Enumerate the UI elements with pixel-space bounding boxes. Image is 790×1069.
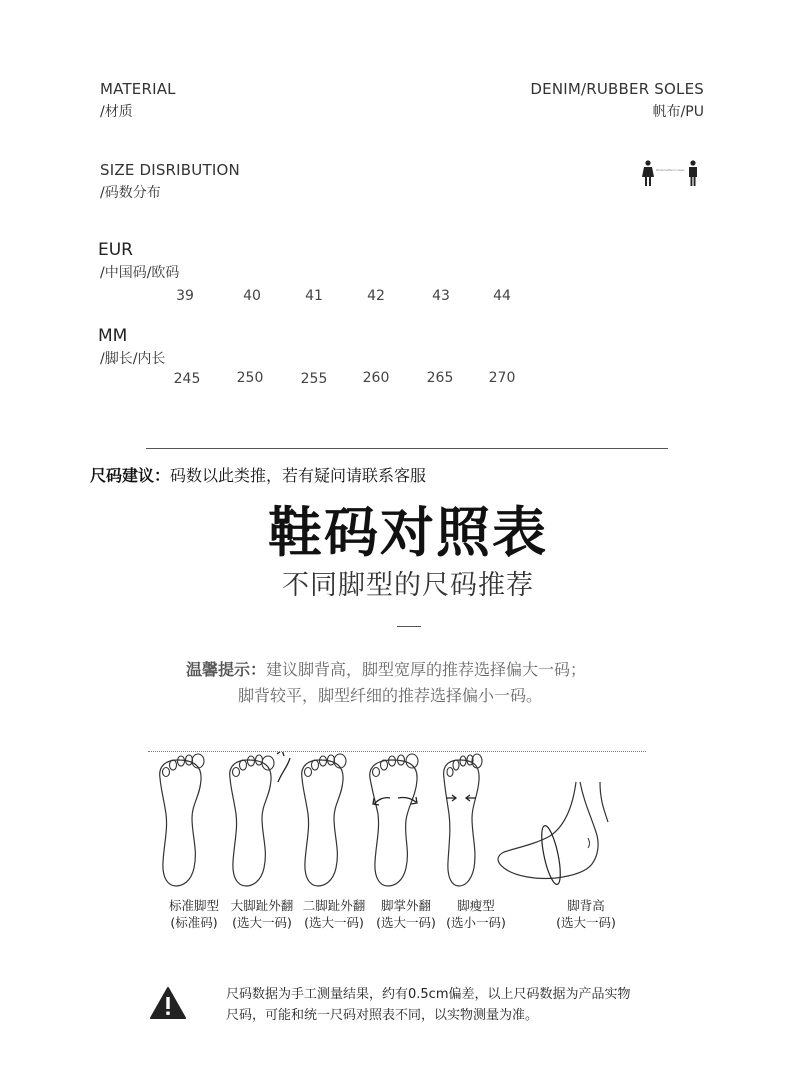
foot-type-wide-forefoot: [366, 897, 446, 931]
bunion-foot-icon: [230, 752, 290, 886]
standard-foot-icon: [160, 754, 204, 886]
eur-label-en: EUR: [98, 240, 133, 260]
mm-value: 270: [488, 370, 516, 386]
foot-type-slim: [436, 897, 516, 931]
wide-forefoot-icon: [370, 754, 418, 886]
mm-label-cn: /脚长/内长: [100, 351, 166, 367]
material-label-cn: /材质: [100, 104, 133, 120]
foot-type-hint: (选小一码): [446, 915, 506, 930]
note-line-2: 尺码，可能和统一尺码对照表不同，以实物测量为准。: [226, 1008, 539, 1023]
tips-label: 温馨提示：: [186, 660, 267, 679]
foot-type-name: 脚掌外翻: [380, 898, 431, 913]
eur-label-cn: /中国码/欧码: [100, 265, 180, 281]
material-label-en: MATERIAL: [100, 80, 176, 98]
size-distribution-label-cn: /码数分布: [100, 185, 161, 201]
foot-type-hint: (标准码): [170, 915, 218, 930]
mm-value: 265: [426, 370, 454, 386]
mm-value: 260: [362, 370, 390, 386]
foot-type-high-instep: [546, 897, 626, 931]
tips-text-1: 建议脚背高，脚型宽厚的推荐选择偏大一码；: [266, 660, 587, 679]
warning-triangle-icon: [148, 985, 188, 1021]
short-divider: [397, 626, 421, 627]
page-subtitle: 不同脚型的尺码推荐: [282, 570, 534, 601]
foot-type-hint: (选大一码): [376, 915, 436, 930]
foot-type-second-toe: [294, 897, 374, 931]
foot-type-name: 标准脚型: [168, 898, 219, 913]
mm-value: 245: [173, 371, 201, 387]
foot-illustrations: [140, 752, 660, 894]
foot-type-bunion: [222, 897, 302, 931]
eur-value: 39: [176, 288, 194, 304]
foot-type-name: 脚瘦型: [457, 898, 495, 913]
tips-line-1: [186, 657, 586, 680]
eur-value: 42: [367, 288, 385, 304]
eur-value: 44: [493, 288, 511, 304]
page-title: 鞋码对照表: [268, 501, 548, 564]
mm-value: 255: [300, 371, 328, 387]
size-advice-text: 码数以此类推，若有疑问请联系客服: [170, 466, 427, 485]
slim-foot-icon: [444, 754, 482, 886]
foot-type-hint: (选大一码): [556, 915, 616, 930]
female-male-icon: [640, 160, 702, 188]
material-value-en: DENIM/RUBBER SOLES: [530, 80, 704, 98]
high-instep-foot-icon: [498, 782, 608, 886]
mm-label-en: MM: [98, 326, 128, 346]
tips-line-2: 脚背较平，脚型纤细的推荐选择偏小一码。: [238, 686, 543, 705]
eur-value: 41: [305, 288, 323, 304]
icon-caption: Women's/Men's unisex: [656, 169, 685, 172]
second-toe-foot-icon: [302, 754, 346, 886]
divider: [146, 448, 668, 449]
size-distribution-label-en: SIZE DISRIBUTION: [100, 161, 240, 179]
foot-type-hint: (选大一码): [304, 915, 364, 930]
material-value-cn: 帆布/PU: [652, 104, 704, 120]
foot-type-name: 脚背高: [567, 898, 605, 913]
foot-type-name: 二脚趾外翻: [302, 898, 366, 913]
size-advice: [90, 463, 426, 486]
mm-value: 250: [236, 370, 264, 386]
note-line-1: 尺码数据为手工测量结果，约有0.5cm偏差，以上尺码数据为产品实物: [226, 987, 631, 1002]
foot-type-name: 大脚趾外翻: [230, 898, 294, 913]
eur-value: 43: [432, 288, 450, 304]
foot-type-hint: (选大一码): [232, 915, 292, 930]
size-advice-label: 尺码建议：: [90, 466, 171, 485]
eur-value: 40: [243, 288, 261, 304]
